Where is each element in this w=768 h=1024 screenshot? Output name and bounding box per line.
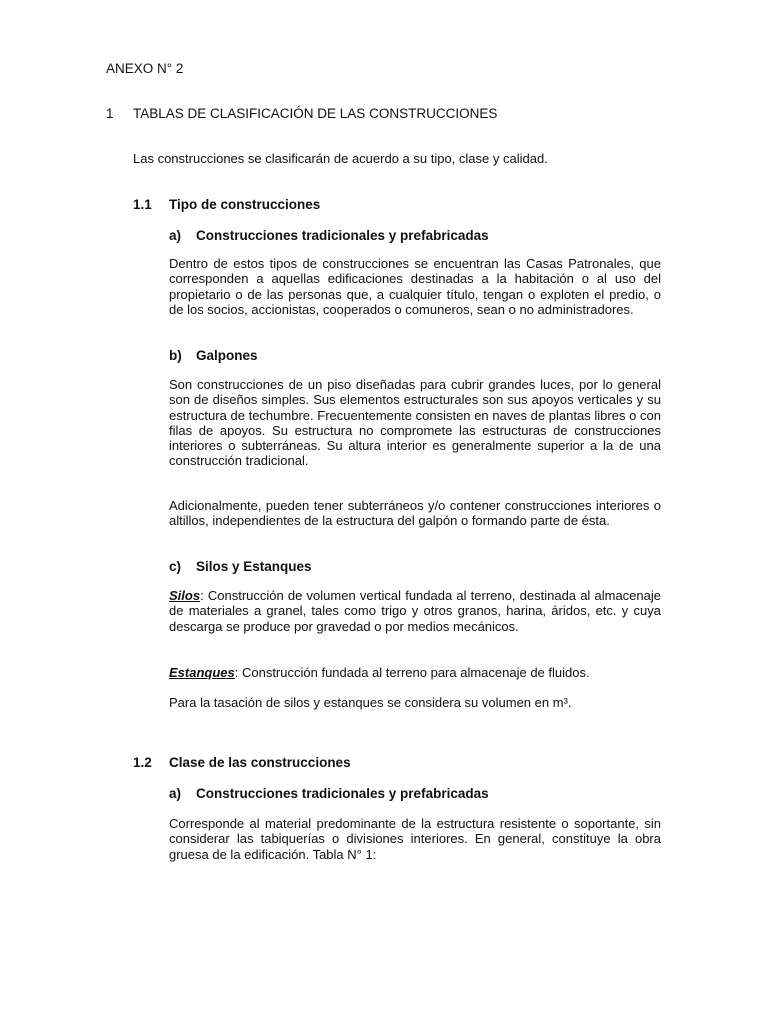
subsection-title: Construcciones tradicionales y prefabricadas [196, 228, 489, 243]
paragraph-silos [169, 588, 661, 634]
subsection-label: c) [169, 559, 182, 574]
paragraph-estanques [169, 665, 661, 680]
subsection-label: b) [169, 348, 182, 363]
subsection-label: a) [169, 786, 182, 801]
subsection-label: a) [169, 228, 182, 243]
silos-definition: : Construcción de volumen vertical fundada al terreno, destinada al almacenaje de materiales a granel, tales como trigo y otros granos, harina, áridos, etc. y cuya descarga se produce por gravedad o por medios mecánicos. [169, 588, 661, 634]
paragraph-tasacion: Para la tasación de silos y estanques se considera su volumen en m³. [169, 695, 572, 710]
section-1-2-number: 1.2 [133, 755, 152, 770]
section-1-1-number: 1.1 [133, 197, 152, 212]
subsection-1-1-c-heading [169, 559, 312, 574]
paragraph-galpones-1: Son construcciones de un piso diseñadas para cubrir grandes luces, por lo general son de diseños simples. Sus elementos estructurales son sus apoyos verticales y su estructura de techumbre. Frecuentemente consisten en naves de plantas libres o con filas de apoyos. Su estructura no compromete las estructuras de construcciones interiores o subterráneas. Su altura interior es generalmente superior a la de una construcción tradicional. [169, 377, 661, 469]
estanques-definition: : Construcción fundada al terreno para almacenaje de fluidos. [234, 665, 590, 680]
term-silos: Silos [169, 588, 201, 603]
subsection-1-1-a-heading [169, 228, 489, 243]
section-1-2-title: Clase de las construcciones [169, 755, 351, 770]
subsection-title: Galpones [196, 348, 258, 363]
section-1-1-title: Tipo de construcciones [169, 197, 321, 212]
paragraph-tradicionales: Dentro de estos tipos de construcciones se encuentran las Casas Patronales, que corresponden a aquellas edificaciones destinadas a la habitación o al uso del propietario o de las personas que, a cualquier título, tengan o exploten el predio, o de los socios, accionistas, cooperados o comuneros, sean o no administradores. [169, 256, 661, 317]
section-1-number: 1 [106, 106, 114, 121]
annex-title: ANEXO N° 2 [106, 61, 184, 76]
paragraph-clase-tradicionales: Corresponde al material predominante de la estructura resistente o soportante, sin considerar las tabiquerías o divisiones interiores. En general, constituye la obra gruesa de la edificación. Tabla N° 1: [169, 816, 661, 862]
section-1-intro: Las construcciones se clasificarán de acuerdo a su tipo, clase y calidad. [133, 151, 548, 166]
term-estanques: Estanques [169, 665, 235, 680]
section-1-title: TABLAS DE CLASIFICACIÓN DE LAS CONSTRUCCIONES [133, 106, 498, 121]
subsection-1-1-b-heading [169, 348, 258, 363]
subsection-title: Silos y Estanques [196, 559, 312, 574]
subsection-title: Construcciones tradicionales y prefabricadas [196, 786, 489, 801]
paragraph-galpones-2: Adicionalmente, pueden tener subterráneos y/o contener construcciones interiores o altillos, independientes de la estructura del galpón o formando parte de ésta. [169, 498, 661, 529]
subsection-1-2-a-heading [169, 786, 489, 801]
